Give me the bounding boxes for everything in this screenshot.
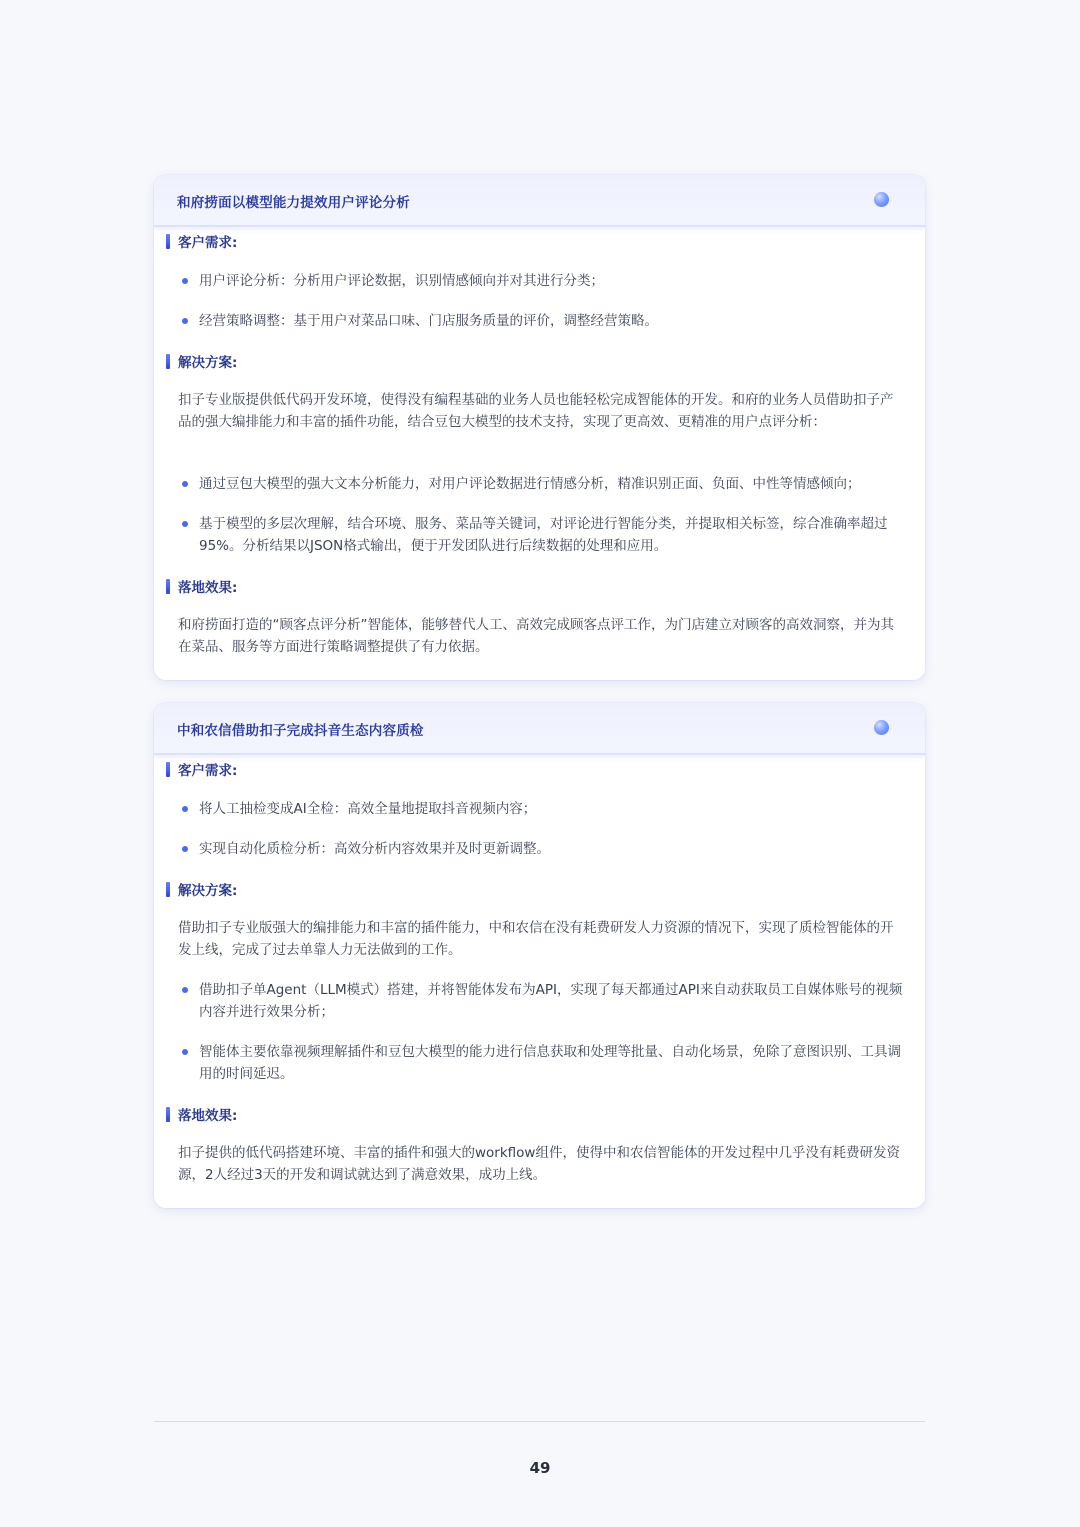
section-label: 解决方案: bbox=[178, 883, 238, 899]
section-label: 落地效果: bbox=[178, 1108, 238, 1124]
case-title: 中和农信借助扣子完成抖音生态内容质检 bbox=[177, 723, 424, 739]
bullet-icon bbox=[182, 846, 188, 852]
list-item bbox=[178, 979, 904, 1023]
bullet-icon bbox=[182, 278, 188, 284]
case-title: 和府捞面以模型能力提效用户评论分析 bbox=[177, 195, 410, 211]
case-card bbox=[154, 175, 925, 680]
section-solution bbox=[166, 880, 237, 898]
bullet-icon bbox=[182, 318, 188, 324]
case-card bbox=[154, 703, 925, 1208]
list-item bbox=[178, 798, 904, 820]
section-effect bbox=[166, 577, 237, 595]
list-item-text: 经营策略调整：基于用户对菜品口味、门店服务质量的评价，调整经营策略。 bbox=[199, 313, 658, 329]
section-customer-demand bbox=[166, 232, 237, 250]
section-label: 解决方案: bbox=[178, 355, 238, 371]
effect-paragraph: 和府捞面打造的“顾客点评分析”智能体，能够替代人工、高效完成顾客点评工作，为门店建立对顾客的高效洞察，并为其在菜品、服务等方面进行策略调整提供了有力依据。 bbox=[178, 617, 894, 655]
list-item bbox=[178, 270, 904, 292]
section-solution bbox=[166, 352, 237, 370]
section-marker-icon bbox=[166, 354, 170, 369]
list-item-text: 智能体主要依靠视频理解插件和豆包大模型的能力进行信息获取和处理等批量、自动化场景，免除了意图识别、工具调用的时间延迟。 bbox=[199, 1044, 901, 1082]
solution-paragraph: 借助扣子专业版强大的编排能力和丰富的插件能力，中和农信在没有耗费研发人力资源的情况下，实现了质检智能体的开发上线，完成了过去单靠人力无法做到的工作。 bbox=[178, 920, 894, 958]
list-item bbox=[178, 473, 904, 495]
list-item-text: 借助扣子单Agent（LLM模式）搭建，并将智能体发布为API，实现了每天都通过API来自动获取员工自媒体账号的视频内容并进行效果分析； bbox=[199, 982, 903, 1020]
section-label: 客户需求: bbox=[178, 235, 238, 251]
list-item-text: 将人工抽检变成AI全检：高效全量地提取抖音视频内容； bbox=[199, 801, 537, 817]
section-label: 客户需求: bbox=[178, 763, 238, 779]
case-card-header bbox=[154, 175, 925, 227]
page-number: 49 bbox=[529, 1459, 551, 1477]
bullet-icon bbox=[182, 481, 188, 487]
section-marker-icon bbox=[166, 1107, 170, 1122]
list-item bbox=[178, 838, 904, 860]
list-item bbox=[178, 1041, 904, 1085]
section-marker-icon bbox=[166, 762, 170, 777]
list-item bbox=[178, 310, 904, 332]
bullet-icon bbox=[182, 806, 188, 812]
bullet-icon bbox=[182, 521, 188, 527]
bullet-icon bbox=[182, 1049, 188, 1055]
list-item-text: 通过豆包大模型的强大文本分析能力，对用户评论数据进行情感分析，精准识别正面、负面、中性等情感倾向； bbox=[199, 476, 861, 492]
effect-paragraph: 扣子提供的低代码搭建环境、丰富的插件和强大的workflow组件，使得中和农信智能体的开发过程中几乎没有耗费研发资源，2人经过3天的开发和调试就达到了满意效果，成功上线。 bbox=[178, 1145, 900, 1183]
list-item-text: 实现自动化质检分析：高效分析内容效果并及时更新调整。 bbox=[199, 841, 550, 857]
solution-paragraph: 扣子专业版提供低代码开发环境，使得没有编程基础的业务人员也能轻松完成智能体的开发。和府的业务人员借助扣子产品的强大编排能力和丰富的插件功能，结合豆包大模型的技术支持，实现了更高效、更精准的用户点评分析： bbox=[178, 392, 894, 430]
section-marker-icon bbox=[166, 882, 170, 897]
section-label: 落地效果: bbox=[178, 580, 238, 596]
footer-divider bbox=[154, 1421, 925, 1422]
bullet-icon bbox=[182, 987, 188, 993]
section-customer-demand bbox=[166, 760, 237, 778]
header-dot-icon bbox=[874, 192, 889, 207]
list-item bbox=[178, 513, 904, 557]
section-effect bbox=[166, 1105, 237, 1123]
section-marker-icon bbox=[166, 579, 170, 594]
section-marker-icon bbox=[166, 234, 170, 249]
list-item-text: 用户评论分析：分析用户评论数据，识别情感倾向并对其进行分类； bbox=[199, 273, 604, 289]
case-card-header bbox=[154, 703, 925, 755]
list-item-text: 基于模型的多层次理解，结合环境、服务、菜品等关键词，对评论进行智能分类，并提取相关标签，综合准确率超过95%。分析结果以JSON格式输出，便于开发团队进行后续数据的处理和应用。 bbox=[199, 516, 888, 554]
header-dot-icon bbox=[874, 720, 889, 735]
